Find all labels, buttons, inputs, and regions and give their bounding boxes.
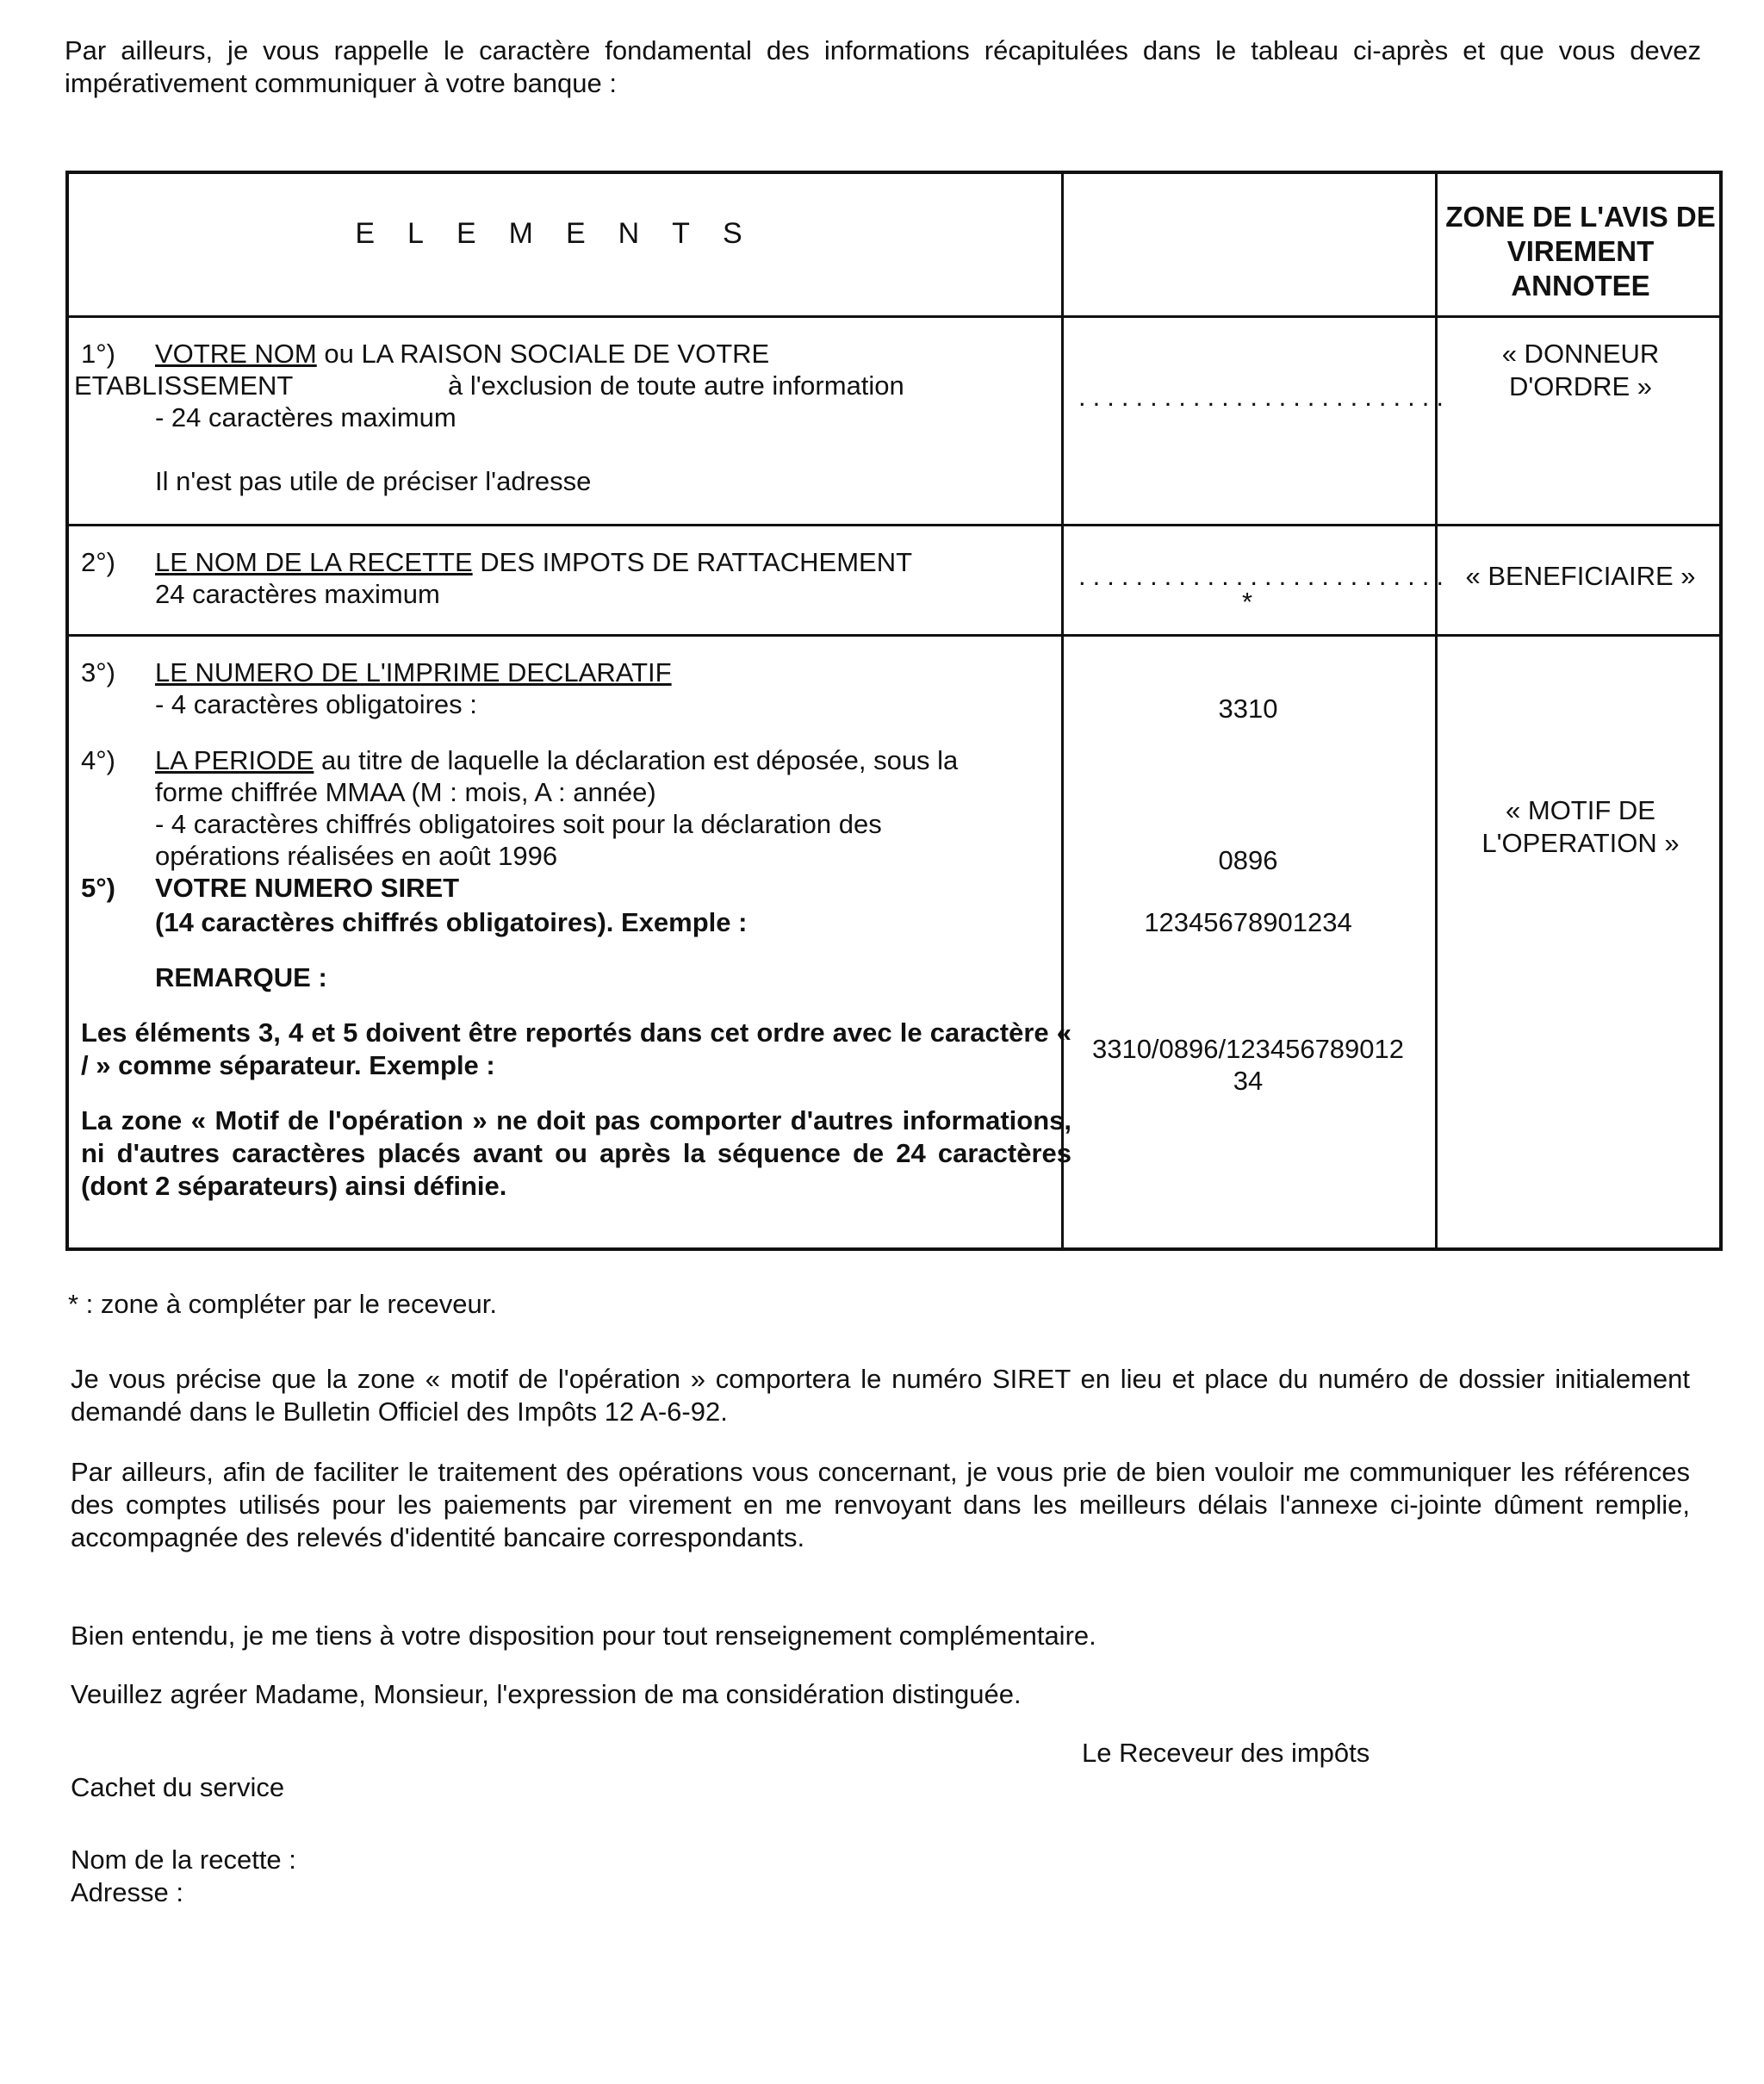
item4-number: 4°) [81,745,115,775]
row3-zone: « MOTIF DE L'OPERATION » [1481,795,1680,858]
row2-line2: 24 caractères maximum [155,579,440,609]
remark-heading: REMARQUE : [155,962,327,992]
office-name-label: Nom de la recette : [71,1844,296,1875]
row1-zone: « DONNEUR D'ORDRE » [1501,339,1660,401]
item3-number: 3°) [81,657,115,687]
item3-title: LE NUMERO DE L'IMPRIME DECLARATIF [155,657,672,687]
item5-sub: (14 caractères chiffrés obligatoires). Exemple : [155,907,748,937]
row2-asterisk: * [1242,587,1253,617]
paragraph-1: Je vous précise que la zone « motif de l'opération » comportera le numéro SIRET en lieu et place du numéro de dossier initialement demandé dans le Bulletin Officiel des Impôts 12 A-6-92. [71,1364,1690,1427]
remark-2: La zone « Motif de l'opération » ne doit pas comporter d'autres informations, ni d'autres caractères placés avant ou après la séquence de 24 caractères (dont 2 séparateurs) ainsi définie. [81,1105,1071,1201]
row1-line2b: à l'exclusion de toute autre information [448,370,904,401]
instructions-table [65,171,1723,1251]
header-elements: ELEMENTS [355,217,775,250]
row-divider [69,634,1719,637]
row1-value: .......................... [1078,382,1450,412]
row2-title-rest: DES IMPOTS DE RATTACHEMENT [472,547,913,577]
row2-number: 2°) [81,547,115,577]
row1-title-rest: ou LA RAISON SOCIALE DE VOTRE [316,339,770,369]
row1-title [155,338,769,370]
paragraph-4: Veuillez agréer Madame, Monsieur, l'expression de ma considération distinguée. [71,1679,1022,1709]
item4-line4: opérations réalisées en août 1996 [155,841,558,871]
row-divider [69,315,1719,318]
row1-title-underlined: VOTRE NOM [155,339,317,369]
footnote: * : zone à compléter par le receveur. [68,1289,497,1319]
item3-value: 3310 [1218,694,1278,724]
remark-1: Les éléments 3, 4 et 5 doivent être reportés dans cet ordre avec le caractère « / » comme séparateur. Exemple : [81,1017,1071,1080]
item5-value: 12345678901234 [1144,907,1352,937]
column-divider [1435,174,1438,1247]
item4-line2: forme chiffrée MMAA (M : mois, A : année) [155,777,656,807]
item4-title-rest: au titre de laquelle la déclaration est déposée, sous la [314,745,959,775]
paragraph-2: Par ailleurs, afin de faciliter le traitement des opérations vous concernant, je vous prie de bien vouloir me communiquer les références des comptes utilisés pour les paiements par virement en me renvoyant dans les meilleurs délais l'annexe ci-jointe dûment remplie, accompagnée des relevés d'identité bancaire correspondants. [71,1457,1690,1552]
item4-title-underlined: LA PERIODE [155,745,314,775]
row-divider [69,524,1719,526]
row1-line2a: ETABLISSEMENT [74,370,294,401]
item5-number: 5°) [81,873,115,903]
row1-line3: - 24 caractères maximum [155,402,457,432]
paragraph-3: Bien entendu, je me tiens à votre disposition pour tout renseignement complémentaire. [71,1621,1096,1651]
stamp-label: Cachet du service [71,1772,285,1802]
header-zone: ZONE DE L'AVIS DE VIREMENT ANNOTEE [1445,201,1716,302]
item4-value: 0896 [1218,845,1278,875]
row2-title-underlined: LE NOM DE LA RECETTE [155,547,473,577]
row1-line4: Il n'est pas utile de préciser l'adresse [155,466,592,496]
row2-title [155,546,912,579]
item4-line3: - 4 caractères chiffrés obligatoires soit pour la déclaration des [155,809,882,839]
intro-paragraph: Par ailleurs, je vous rappelle le caractère fondamental des informations récapitulées dans le tableau ci-après et que vous devez impérativement communiquer à votre banque : [65,35,1701,98]
item4-title [155,744,958,777]
signature-title: Le Receveur des impôts [1082,1738,1370,1768]
row2-zone: « BENEFICIAIRE » [1465,561,1696,591]
row1-number: 1°) [81,339,115,369]
remark1-value-line2: 34 [1233,1066,1264,1096]
item5-title: VOTRE NUMERO SIRET [155,873,460,903]
address-label: Adresse : [71,1877,183,1907]
item3-sub: - 4 caractères obligatoires : [155,689,477,719]
row2-value: .......................... [1078,561,1450,591]
remark1-value-line1: 3310/0896/123456789012 [1091,1034,1405,1064]
